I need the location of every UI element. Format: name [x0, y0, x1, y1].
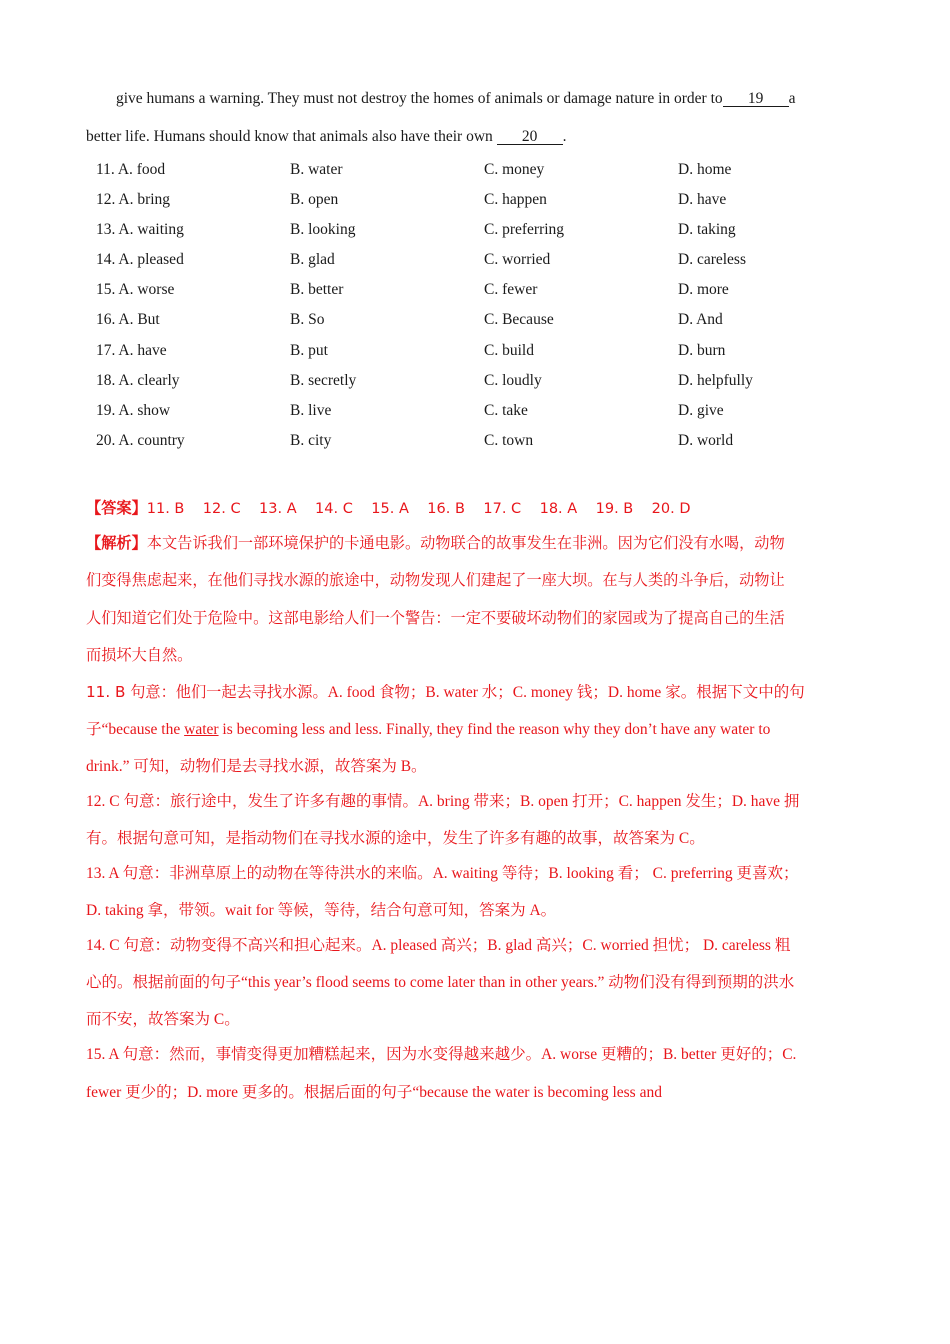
option-row: 14. A. pleased B. glad C. worried D. careless: [96, 251, 746, 269]
passage-line-2: better life. Humans should know that animals also have their own 20 .: [86, 128, 567, 145]
options-list: [96, 158, 856, 459]
option-row: 13. A. waiting B. looking C. preferring D. taking: [96, 221, 736, 239]
option-row: 17. A. have B. put C. build D. burn: [96, 341, 726, 359]
option-row: 19. A. show B. live C. take D. give: [96, 401, 724, 419]
analysis-line-3: 人们知道它们处于危险中。这部电影给人们一个警告：一定不要破坏动物们的家园或为了提高自己的生活: [86, 609, 785, 627]
option-row: 16. A. But B. So C. Because D. And: [96, 311, 723, 329]
option-row: 20. A. country B. city C. town D. world: [96, 431, 734, 449]
explanation-12-line-2: 有。根据句意可知，是指动物们在寻找水源的途中，发生了许多有趣的故事，故答案为 C。: [86, 830, 705, 847]
blank-19: 19: [723, 91, 789, 107]
option-row: 15. A. worse B. better C. fewer D. more: [96, 281, 729, 299]
explanation-11-line-3: drink.” 可知，动物们是去寻找水源，故答案为 B。: [86, 758, 427, 775]
explanation-13-line-1: 13. A 句意：非洲草原上的动物在等待洪水的来临。A. waiting 等待；B. looking 看； C. preferring 更喜欢；: [86, 865, 799, 882]
explanation-13-line-2: D. taking 拿，带领。wait for 等候，等待，结合句意可知，答案为 A。: [86, 902, 557, 919]
blank-20: 20: [497, 129, 563, 145]
analysis-label: 【解析】: [86, 534, 147, 552]
explanation-11-line-1: 11. B 句意：他们一起去寻找水源。A. food 食物；B. water 水；C. money 钱；D. home 家。根据下文中的句: [86, 683, 805, 701]
explanation-15-line-1: 15. A 句意：然而，事情变得更加糟糕起来，因为水变得越来越少。A. worse 更糟的；B. better 更好的；C.: [86, 1046, 797, 1063]
analysis-line-2: 们变得焦虑起来，在他们寻找水源的旅途中，动物发现人们建起了一座大坝。在与人类的斗争后，动物让: [86, 571, 785, 589]
passage-line-1: give humans a warning. They must not destroy the homes of animals or damage nature in order to 19 a: [116, 90, 796, 107]
analysis-line-1: 【解析】本文告诉我们一部环境保护的卡通电影。动物联合的故事发生在非洲。因为它们没有水喝，动物: [86, 534, 785, 552]
option-row: 18. A. clearly B. secretly C. loudly D. helpfully: [96, 371, 753, 389]
explanation-15-line-2: fewer 更少的；D. more 更多的。根据后面的句子“because the water is becoming less and: [86, 1084, 662, 1101]
option-row: 11. A. food B. water C. money D. home: [96, 161, 732, 178]
explanation-14-line-3: 而不安，故答案为 C。: [86, 1011, 240, 1028]
option-row: 12. A. bring B. open C. happen D. have: [96, 191, 727, 209]
explanation-14-line-2: 心的。根据前面的句子“this year’s flood seems to come later than in other years.” 动物们没有得到预期的洪水: [86, 974, 795, 991]
answer-key: [86, 497, 866, 518]
explanation-14-line-1: 14. C 句意：动物变得不高兴和担心起来。A. pleased 高兴；B. glad 高兴；C. worried 担忧； D. careless 粗: [86, 937, 791, 954]
explanation-11-line-2: 子“because the water is becoming less and less. Finally, they find the reason why they don’t have any water to: [86, 721, 771, 738]
answer-values: 11. B 12. C 13. A 14. C 15. A 16. B 17. C 18. A 19. B 20. D: [146, 501, 691, 517]
answer-label: 【答案】: [86, 499, 147, 517]
analysis-line-4: 而损坏大自然。: [86, 646, 193, 664]
explanation-12-line-1: 12. C 句意：旅行途中，发生了许多有趣的事情。A. bring 带来；B. open 打开；C. happen 发生；D. have 拥: [86, 793, 800, 810]
